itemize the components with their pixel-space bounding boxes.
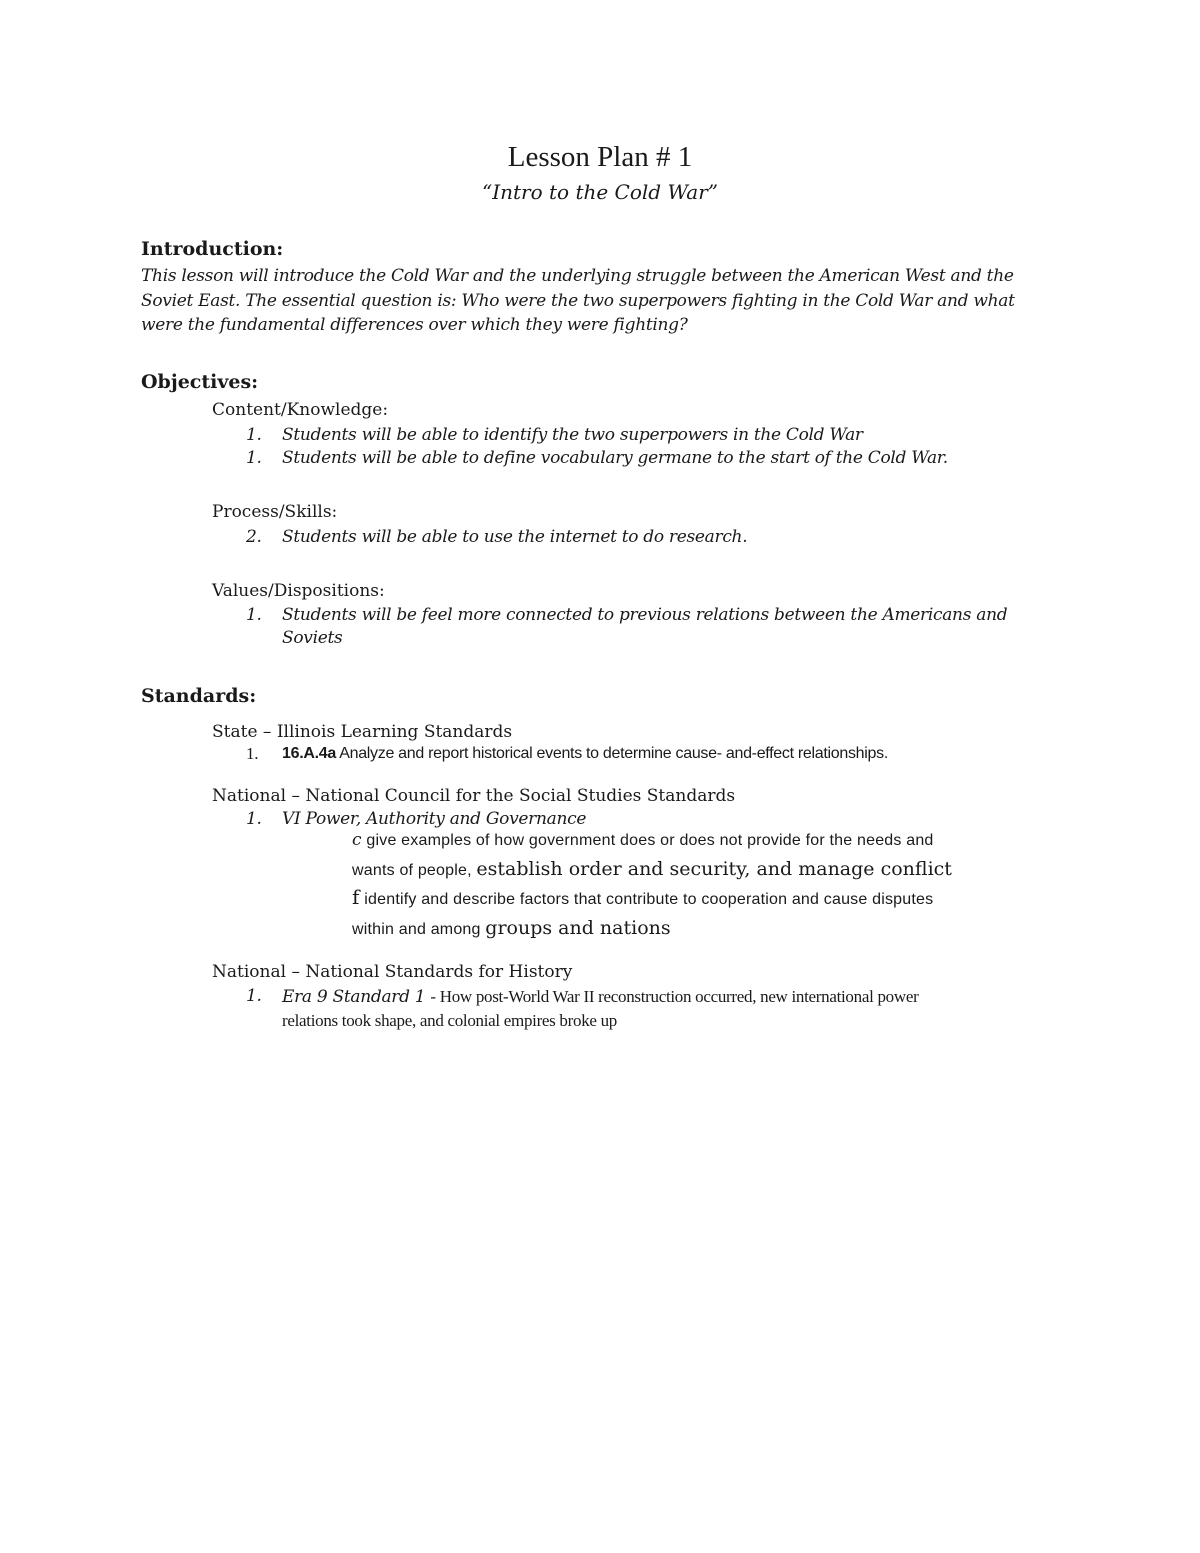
introduction-text [141, 264, 1061, 338]
list-number: 1. [246, 809, 262, 829]
standard-description: - How post-World War II reconstruction occurred, new international power [430, 987, 919, 1006]
objective-text: Students will be able to define vocabulary germane to the start of the Cold War. [282, 448, 948, 468]
introduction-line: Soviet East. The essential question is: Who were the two superpowers fighting in the Cold War and what [141, 290, 1015, 311]
detail-line: groups and nations [485, 917, 671, 939]
standard-description: relations took shape, and colonial empires broke up [282, 1011, 617, 1030]
ncss-detail-f [352, 883, 1032, 944]
list-number: 2. [246, 527, 262, 547]
standard-item [246, 985, 1046, 1030]
page-subtitle: “Intro to the Cold War” [482, 180, 718, 204]
list-number: 1. [246, 986, 262, 1006]
detail-line: give examples of how government does or does not provide for the needs and [366, 832, 934, 849]
standard-code: 16.A.4a [282, 745, 336, 762]
objective-item [246, 447, 1046, 470]
list-number: 1. [246, 744, 259, 763]
detail-letter: f [352, 885, 360, 909]
standard-item [246, 742, 1046, 766]
standard-text [282, 742, 1042, 765]
objective-text: Students will be able to use the internet to do research. [282, 527, 748, 547]
standards-heading: Standards: [141, 685, 257, 707]
objective-item [246, 526, 1046, 549]
content-knowledge-label: Content/Knowledge: [212, 400, 389, 420]
page-title: Lesson Plan # 1 [507, 141, 693, 173]
objectives-heading: Objectives: [141, 371, 259, 393]
detail-line: identify and describe factors that contribute to cooperation and cause disputes [364, 891, 934, 908]
detail-line: within and among [352, 921, 481, 938]
objective-item [246, 424, 1046, 447]
detail-line: wants of people, [352, 862, 472, 879]
standard-text: VI Power, Authority and Governance [282, 809, 587, 829]
introduction-line: were the fundamental differences over which they were fighting? [141, 315, 688, 335]
standard-text [282, 985, 1042, 1032]
standard-description: Analyze and report historical events to determine cause- and-effect relationships. [339, 745, 888, 762]
objective-text: Students will be able to identify the two superpowers in the Cold War [282, 425, 863, 445]
process-skills-label: Process/Skills: [212, 502, 338, 522]
objective-text [282, 604, 1042, 650]
list-number: 1. [246, 605, 262, 625]
objective-item [246, 604, 1046, 648]
detail-letter: c [352, 830, 362, 850]
list-number: 1. [246, 448, 262, 468]
history-standards-label: National – National Standards for History [212, 962, 573, 982]
list-number: 1. [246, 425, 262, 445]
ncss-standards-label: National – National Council for the Social Studies Standards [212, 786, 736, 806]
objective-line: Students will be feel more connected to previous relations between the Americans and [282, 605, 1008, 625]
ncss-detail-c [352, 826, 1032, 885]
introduction-heading: Introduction: [141, 238, 284, 260]
era-label: Era 9 Standard 1 [282, 987, 426, 1007]
values-dispositions-label: Values/Dispositions: [212, 581, 385, 601]
state-standards-label: State – Illinois Learning Standards [212, 722, 513, 742]
introduction-line: This lesson will introduce the Cold War and the underlying struggle between the American West and the [141, 266, 1014, 286]
detail-line: establish order and security, and manage conflict [476, 858, 952, 880]
objective-line: Soviets [282, 628, 343, 648]
